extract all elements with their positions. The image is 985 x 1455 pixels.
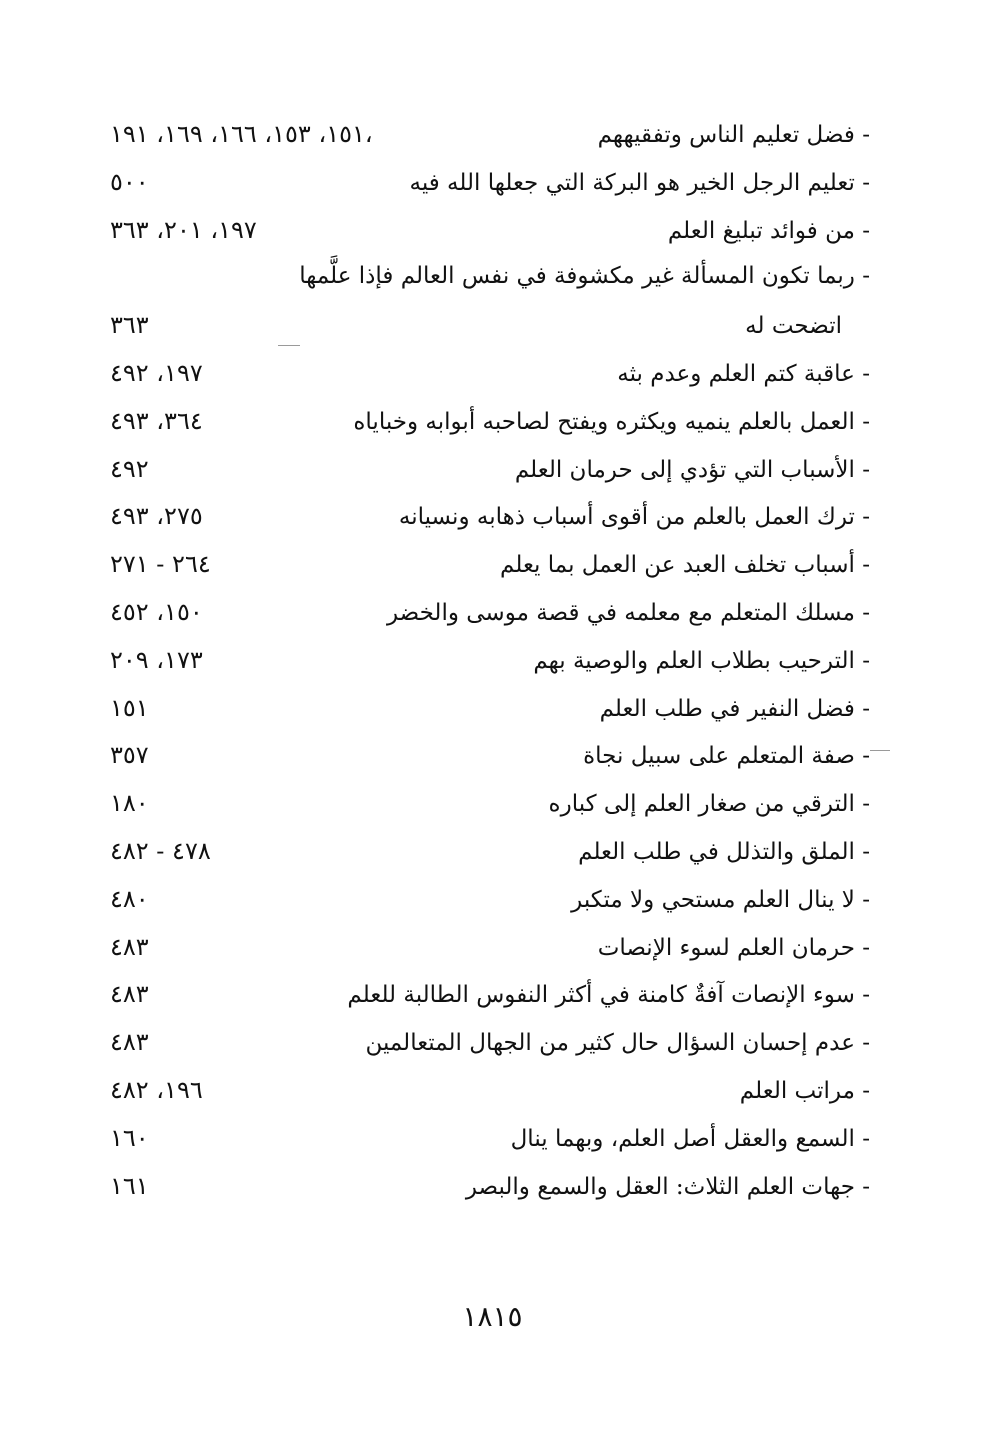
entry-page-refs: ١٦١ — [110, 1171, 149, 1200]
entry-page-refs: ١٥١، ١٥٣، ١٦٦، ١٦٩، ١٩١، — [110, 120, 373, 148]
index-entry — [110, 502, 870, 550]
margin-mark — [870, 750, 890, 751]
index-entry — [110, 1124, 870, 1172]
entry-page-refs: ١٩٦، ٤٨٢ — [110, 1075, 203, 1104]
index-entry — [110, 1028, 870, 1076]
index-entry — [110, 933, 870, 981]
entry-page-refs: ٣٥٧ — [110, 741, 149, 770]
index-entry — [110, 885, 870, 933]
index-entry — [110, 789, 870, 837]
entry-text: اتضحت له — [745, 313, 842, 340]
entry-text: - سوء الإنصات آفةٌ كامنة في أكثر النفوس الطالبة للعلم — [347, 982, 870, 1009]
entry-text: - الأسباب التي تؤدي إلى حرمان العلم — [514, 456, 870, 483]
entry-page-refs: ٣٦٤، ٤٩٣ — [110, 406, 203, 435]
entry-text: - ربما تكون المسألة غير مكشوفة في نفس العالم فإذا علَّمها — [299, 263, 870, 290]
entry-page-refs: ٤٨٣ — [110, 1028, 149, 1057]
entry-page-refs: ٢٦٤ - ٢٧١ — [110, 550, 211, 579]
index-entry — [110, 741, 870, 789]
index-entry — [110, 216, 870, 264]
index-entry — [110, 168, 870, 216]
entry-page-refs: ١٩٧، ٤٩٢ — [110, 358, 203, 387]
entry-text: - لا ينال العلم مستحي ولا متكبر — [571, 886, 870, 913]
entry-page-refs: ١٥١ — [110, 693, 149, 722]
entry-page-refs: ٤٨٣ — [110, 980, 149, 1009]
entry-page-refs: ٤٨٠ — [110, 884, 149, 913]
index-list — [110, 120, 870, 1219]
entry-text: - فضل النفير في طلب العلم — [599, 695, 870, 722]
entry-page-refs: ٥٠٠ — [110, 167, 149, 196]
index-entry — [110, 455, 870, 503]
entry-page-refs: ١٩٧، ٢٠١، ٣٦٣ — [110, 215, 257, 244]
index-entry — [110, 120, 870, 168]
index-entry — [110, 837, 870, 885]
entry-page-refs: ١٧٣، ٢٠٩ — [110, 645, 203, 674]
index-entry — [110, 1172, 870, 1220]
entry-text: - صفة المتعلم على سبيل نجاة — [583, 743, 870, 770]
entry-text: - عدم إحسان السؤال حال كثير من الجهال المتعالمين — [365, 1030, 870, 1057]
entry-text: - السمع والعقل أصل العلم، وبهما ينال — [510, 1125, 870, 1152]
entry-text: - مسلك المتعلم مع معلمه في قصة موسى والخضر — [386, 599, 870, 626]
entry-page-refs: ١٥٠، ٤٥٢ — [110, 597, 203, 626]
entry-text: - أسباب تخلف العبد عن العمل بما يعلم — [500, 552, 870, 579]
index-entry — [110, 550, 870, 598]
index-entry — [110, 1076, 870, 1124]
index-entry — [110, 598, 870, 646]
entry-page-refs: ١٦٠ — [110, 1123, 149, 1152]
index-entry — [110, 980, 870, 1028]
entry-text: - العمل بالعلم ينميه ويكثره ويفتح لصاحبه أبوابه وخباياه — [353, 408, 870, 435]
index-entry — [110, 263, 870, 311]
index-entry-continuation — [110, 311, 870, 359]
entry-text: - عاقبة كتم العلم وعدم بثه — [617, 360, 870, 387]
entry-page-refs: ٤٩٢ — [110, 454, 149, 483]
entry-text: - تعليم الرجل الخير هو البركة التي جعلها الله فيه — [409, 169, 870, 196]
entry-text: - مراتب العلم — [739, 1077, 870, 1104]
index-entry — [110, 694, 870, 742]
index-entry — [110, 407, 870, 455]
entry-text: - الترحيب بطلاب العلم والوصية بهم — [533, 647, 870, 674]
entry-page-refs: ٢٧٥، ٤٩٣ — [110, 502, 203, 531]
entry-page-refs: ٤٧٨ - ٤٨٢ — [110, 836, 211, 865]
entry-text: - الملق والتذلل في طلب العلم — [578, 838, 870, 865]
entry-page-refs: ٣٦٣ — [110, 311, 149, 340]
entry-text: - فضل تعليم الناس وتفقيههم — [597, 122, 870, 148]
index-entry — [110, 646, 870, 694]
index-entry — [110, 359, 870, 407]
page-number: ١٨١٥ — [462, 1300, 523, 1333]
entry-text: - جهات العلم الثلاث: العقل والسمع والبصر — [465, 1173, 870, 1200]
entry-page-refs: ٤٨٣ — [110, 932, 149, 961]
entry-text: - ترك العمل بالعلم من أقوى أسباب ذهابه ونسيانه — [398, 504, 870, 531]
entry-page-refs: ١٨٠ — [110, 789, 149, 818]
entry-text: - من فوائد تبليغ العلم — [667, 217, 870, 244]
entry-text: - حرمان العلم لسوء الإنصات — [597, 934, 870, 961]
entry-text: - الترقي من صغار العلم إلى كباره — [548, 791, 870, 818]
